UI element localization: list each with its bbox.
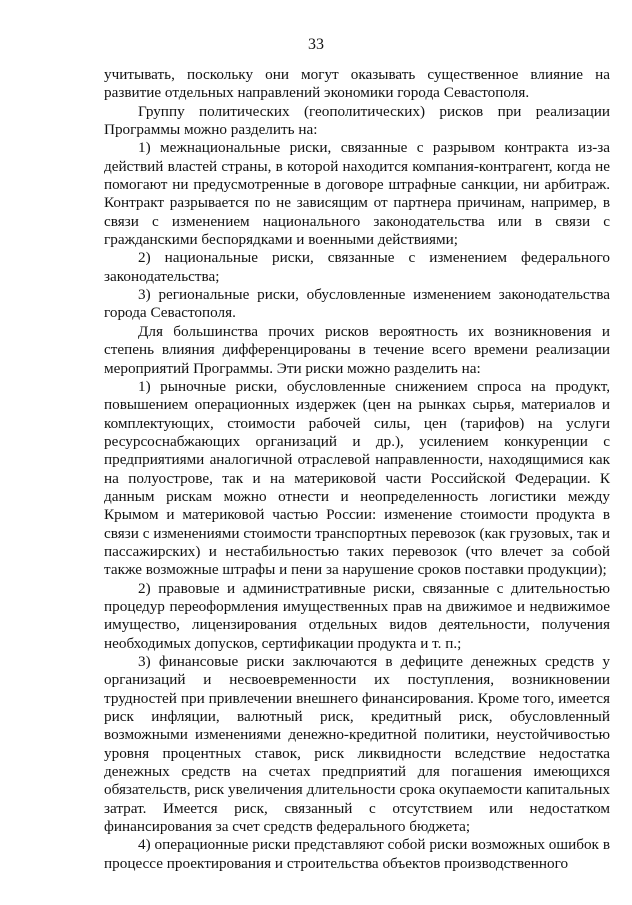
list-item: 3) региональные риски, обусловленные изменением законодательства города Севастополя.	[104, 286, 610, 322]
list-item: 1) рыночные риски, обусловленные снижением спроса на продукт, повышением операционных издержек (цен на рынках сырья, материалов и комплектующих, стоимости рабочей силы, цен (тарифов) на услуги ресурсоснабжающих организаций и др.), усилением конкуренции с предприятиями аналогичной отраслевой направленности, находящимися как на полуострове, так и на материковой части Российской Федерации. К данным рискам можно отнести и неопределенность логистики между Крымом и материковой частью России: изменение стоимости продукта в связи с изменениями стоимости транспортных перевозок (как грузовых, так и пассажирских) и нестабильностью таких перевозок (что влечет за собой также возможные штрафы и пени за нарушение сроков поставки продукции);	[104, 377, 610, 579]
paragraph: учитывать, поскольку они могут оказывать существенное влияние на развитие отдельных направлений экономики города Севастополя.	[104, 66, 610, 102]
list-item: 1) межнациональные риски, связанные с разрывом контракта из-за действий властей страны, в которой находится компания-контрагент, когда не помогают ни предусмотренные в договоре штрафные санкции, ни арбитраж. Контракт разрывается по не зависящим от партнера причинам, например, в связи с изменением национального законодательства или в связи с гражданскими беспорядками и военными действиями;	[104, 139, 610, 249]
paragraph: Группу политических (геополитических) рисков при реализации Программы можно разделить на:	[104, 102, 610, 139]
page-number: 33	[308, 36, 324, 53]
list-item: 3) финансовые риски заключаются в дефиците денежных средств у организаций и несвоевременности их поступления, возникновении трудностей при привлечении внешнего финансирования. Кроме того, имеется риск инфляции, валютный риск, кредитный риск, обусловленный возможными изменениями денежно-кредитной политики, неустойчивостью уровня процентных ставок, риск ликвидности вследствие недостатка денежных средств на счетах предприятий для погашения имеющихся обязательств, риск увеличения длительности срока окупаемости капитальных затрат. Имеется риск, связанный с отсутствием или недостатком финансирования за счет средств федерального бюджета;	[104, 653, 610, 836]
paragraph: Для большинства прочих рисков вероятность их возникновения и степень влияния дифференцированы в течение всего времени реализации мероприятий Программы. Эти риски можно разделить на:	[104, 322, 610, 377]
body-text	[104, 66, 610, 873]
list-item: 4) операционные риски представляют собой риски возможных ошибок в процессе проектирования и строительства объектов производственного	[104, 836, 610, 872]
list-item: 2) правовые и административные риски, связанные с длительностью процедур переоформления имущественных прав на движимое и недвижимое имущество, лицензирования отдельных видов деятельности, получения необходимых допусков, сертификации продукта и т. п.;	[104, 579, 610, 652]
list-item: 2) национальные риски, связанные с изменением федерального законодательства;	[104, 249, 610, 285]
